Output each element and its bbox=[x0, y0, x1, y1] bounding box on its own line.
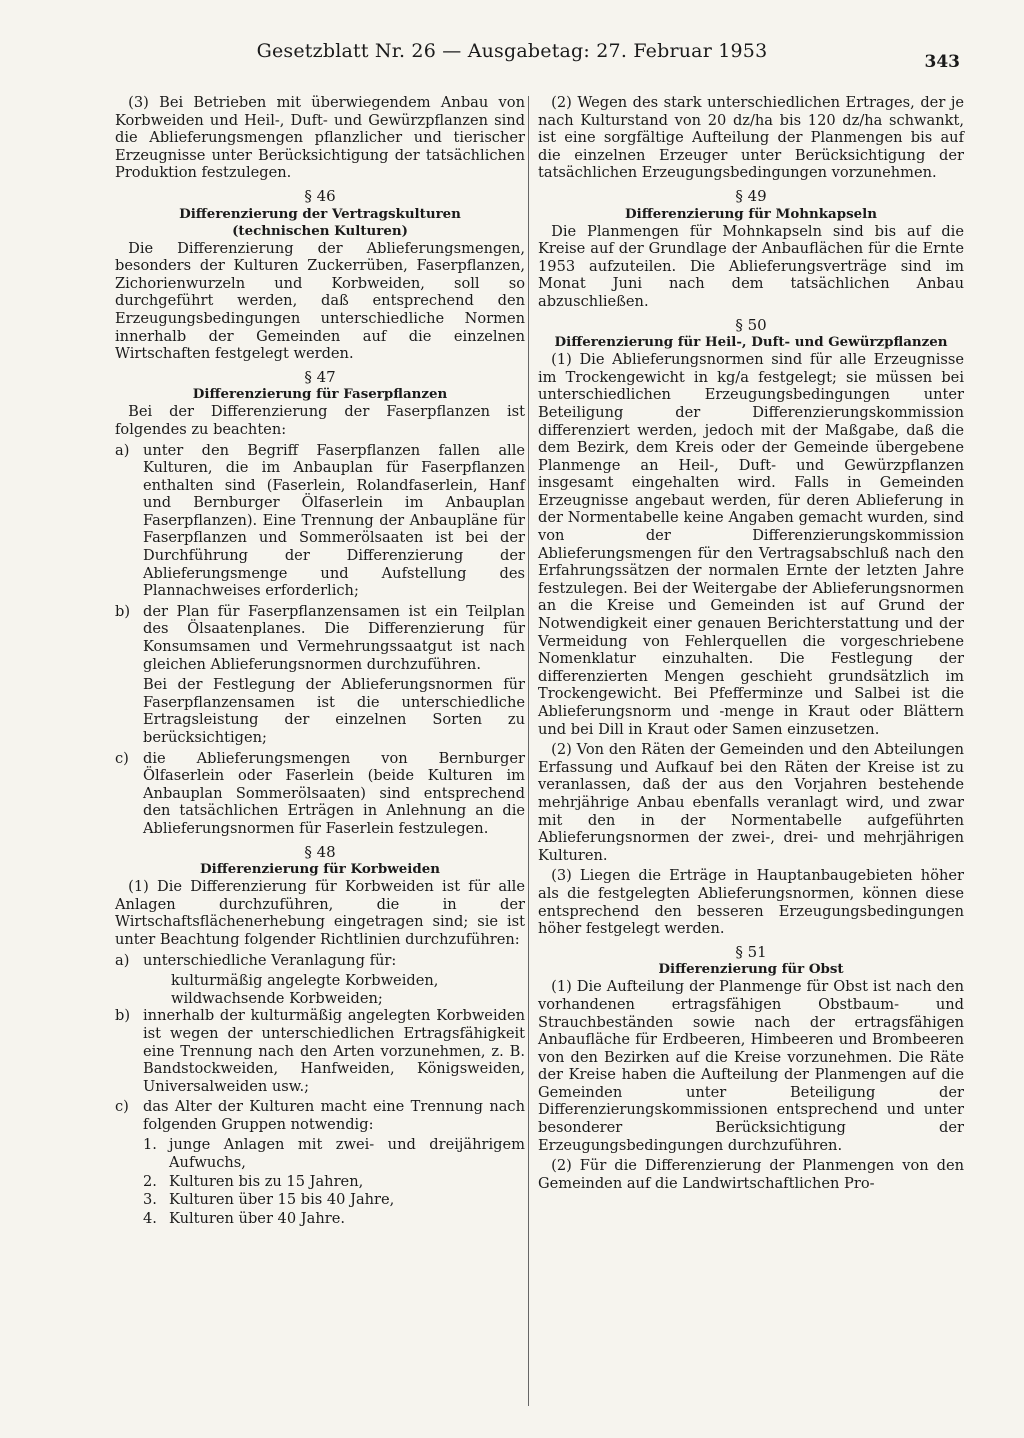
item-text: unterschiedliche Veranlagung für: bbox=[143, 951, 397, 969]
section-46-subheading: (technischen Kulturen) bbox=[232, 222, 408, 239]
section-48-number: § 48 bbox=[304, 842, 336, 861]
group-item bbox=[143, 1191, 525, 1209]
group-text: Kulturen über 15 bis 40 Jahre, bbox=[169, 1191, 395, 1209]
section-47-heading: Differenzierung für Faserpflanzen bbox=[192, 386, 448, 403]
gazette-title: Gesetzblatt Nr. 26 — Ausgabetag: 27. Februar 1953 bbox=[256, 40, 768, 62]
page-header bbox=[0, 32, 1024, 72]
section-46-number: § 46 bbox=[304, 186, 336, 205]
item-text: unter den Begriff Faserpflanzen fallen alle Kulturen, die im Anbauplan für Faserpflanzen enthalten sind (Faserlein, Rolandfaserlein, Hanf und Bernburger Ölfaserlein im Anbauplan Faserpflanzen). Eine Trennung der Anbaupläne für Faserpflanzen und Sommerölsaaten ist bei der Durchführung der Differenzierung der Ablieferungsmenge und Aufstellung des Plannachweises erforderlich; bbox=[143, 441, 525, 600]
section-49-heading: Differenzierung für Mohnkapseln bbox=[625, 205, 877, 222]
section-50-paragraph-2: (2) Von den Räten der Gemeinden und den Abteilungen Erfassung und Aufkauf bei den Räten der Kreise ist zu veranlassen, daß der aus den Vorjahren bestehende mehrjährige Anbau ebenfalls veranlagt wird, und zwar mit den in der Normentabelle aufgeführten Ablieferungsnormen der zwei-, drei- und mehrjährigen Kulturen. bbox=[538, 741, 964, 864]
section-47-number: § 47 bbox=[304, 367, 336, 386]
section-48-item-a-line-1: kulturmäßig angelegte Korbweiden, bbox=[171, 972, 439, 990]
item-label: a) bbox=[115, 441, 130, 459]
group-item bbox=[143, 1136, 525, 1171]
section-48-heading: Differenzierung für Korbweiden bbox=[200, 861, 440, 878]
group-label: 3. bbox=[143, 1191, 157, 1209]
item-text: die Ablieferungsmengen von Bernburger Ölfaserlein oder Faserlein (beide Kulturen im Anbauplan Sommerölsaaten) sind entsprechend den tatsächlichen Erträgen in Anlehnung an die Ablieferungsnormen für Faserlein festzulegen. bbox=[143, 749, 525, 837]
section-49-number: § 49 bbox=[735, 186, 767, 205]
item-text: der Plan für Faserpflanzensamen ist ein Teilplan des Ölsaatenplanes. Die Differenzierung für Konsumsamen und Vermehrungssaatgut ist nach gleichen Ablieferungsnormen durchzuführen. bbox=[143, 602, 525, 673]
group-label: 4. bbox=[143, 1209, 157, 1227]
group-item bbox=[143, 1173, 525, 1191]
section-48-item-a bbox=[115, 952, 525, 970]
item-label: c) bbox=[115, 1098, 129, 1116]
section-51-heading: Differenzierung für Obst bbox=[658, 961, 844, 978]
section-48-item-a-line-2: wildwachsende Korbweiden; bbox=[171, 989, 383, 1007]
section-46-text: Die Differenzierung der Ablieferungsmengen, besonders der Kulturen Zuckerrüben, Faserpflanzen, Zichorienwurzeln und Korbweiden, soll so durchgeführt werden, daß entsprechend den Erzeugungsbedingungen unterschiedliche Normen innerhalb der Gemeinden auf die einzelnen Wirtschaften festgelegt werden. bbox=[115, 239, 525, 363]
item-label: c) bbox=[115, 749, 129, 767]
section-47-item-c bbox=[115, 750, 525, 838]
section-47-item-b bbox=[115, 603, 525, 673]
section-47-item-a bbox=[115, 442, 525, 600]
group-label: 1. bbox=[143, 1136, 157, 1154]
item-label: b) bbox=[115, 602, 131, 620]
section-48-item-b bbox=[115, 1007, 525, 1095]
group-text: Kulturen über 40 Jahre. bbox=[169, 1209, 345, 1227]
section-51-number: § 51 bbox=[735, 942, 767, 961]
right-column bbox=[538, 94, 964, 1195]
section-51-paragraph-1: (1) Die Aufteilung der Planmenge für Obst ist nach den vorhandenen ertragsfähigen Obstbaum- und Strauchbeständen sowie nach der ertragsfähigen Anbaufläche für Erdbeeren, Himbeeren und Brombeeren von den Bezirken auf die Kreise vorzunehmen. Die Räte der Kreise haben die Aufteilung der Planmengen auf die Gemeinden unter Beteiligung der Differenzierungskommissionen entsprechend und unter besonderer Berücksichtigung der Erzeugungsbedingungen durchzuführen. bbox=[538, 978, 964, 1154]
section-50-paragraph-3: (3) Liegen die Erträge in Hauptanbaugebieten höher als die festgelegten Ablieferungsnormen, können diese entsprechend den besseren Erzeugungsbedingungen höher festgelegt werden. bbox=[538, 867, 964, 938]
item-label: a) bbox=[115, 951, 130, 969]
section-47-item-b-continuation: Bei der Festlegung der Ablieferungsnormen für Faserpflanzensamen ist die unterschiedliche Ertragsleistung der einzelnen Sorten zu berücksichtigen; bbox=[143, 676, 525, 746]
section-50-number: § 50 bbox=[735, 315, 767, 334]
group-text: Kulturen bis zu 15 Jahren, bbox=[169, 1172, 364, 1190]
paragraph-45-3: (3) Bei Betrieben mit überwiegendem Anbau von Korbweiden und Heil-, Duft- und Gewürzpflanzen sind die Ablieferungsmengen pflanzlicher und tierischer Erzeugnisse unter Berücksichtigung der tatsächlichen Produktion festzulegen. bbox=[115, 94, 525, 182]
section-49-text: Die Planmengen für Mohnkapseln sind bis auf die Kreise auf der Grundlage der Anbauflächen für die Ernte 1953 aufzuteilen. Die Ablieferungsverträge sind im Monat Juni nach dem tatsächlichen Anbau abzuschließen. bbox=[538, 222, 964, 310]
group-label: 2. bbox=[143, 1172, 157, 1190]
group-text: junge Anlagen mit zwei- und dreijährigem Aufwuchs, bbox=[169, 1136, 525, 1172]
item-text: innerhalb der kulturmäßig angelegten Korbweiden ist wegen der unterschiedlichen Ertragsfähigkeit eine Trennung nach den Arten vorzunehmen, z. B. Bandstockweiden, Hanfweiden, Königsweiden, Universalweiden usw.; bbox=[143, 1007, 525, 1095]
group-item bbox=[143, 1210, 525, 1228]
section-50-paragraph-1: (1) Die Ablieferungsnormen sind für alle Erzeugnisse im Trockengewicht in kg/a festgelegt; sie müssen bei unterschiedlichen Erzeugungsbedingungen unter Beteiligung der Differenzierungskommission differenziert werden, jedoch mit der Maßgabe, daß die dem Bezirk, dem Kreis oder der Gemeinde übergebene Planmenge an Heil-, Duft- und Gewürzpflanzen insgesamt eingehalten wird. Falls in Gemeinden Erzeugnisse angebaut werden, für deren Ablieferung in der Normentabelle keine Angaben gemacht wurden, sind von der Differenzierungskommission Ablieferungsmengen für den Vertragsabschluß nach den Erfahrungssätzen der normalen Ernte der letzten Jahre festzulegen. Bei der Weitergabe der Ablieferungsnormen an die Kreise und Gemeinden ist auf Grund der Notwendigkeit einer genauen Berichterstattung und der Vermeidung von Fehlerquellen die vorgeschriebene Nomenklatur einzuhalten. Die Festlegung der differenzierten Mengen geschieht grundsätzlich im Trockengewicht. Bei Pfefferminze und Salbei ist die Ablieferungsnorm und -menge in Kraut oder Blättern und bei Dill in Kraut oder Samen einzusetzen. bbox=[538, 351, 964, 738]
column-divider bbox=[528, 96, 529, 1406]
left-column bbox=[115, 94, 525, 1228]
section-47-intro: Bei der Differenzierung der Faserpflanzen ist folgendes zu beachten: bbox=[115, 403, 525, 438]
section-48-item-c bbox=[115, 1098, 525, 1133]
section-50-heading: Differenzierung für Heil-, Duft- und Gewürzpflanzen bbox=[554, 334, 948, 351]
section-48-paragraph-1: (1) Die Differenzierung für Korbweiden ist für alle Anlagen durchzuführen, die in der Wirtschaftsflächenerhebung eingetragen sind; sie ist unter Beachtung folgender Richtlinien durchzuführen: bbox=[115, 878, 525, 948]
section-51-paragraph-2: (2) Für die Differenzierung der Planmengen von den Gemeinden auf die Landwirtschaftlichen Pro- bbox=[538, 1157, 964, 1192]
section-48-paragraph-2: (2) Wegen des stark unterschiedlichen Ertrages, der je nach Kulturstand von 20 dz/ha bis 120 dz/ha schwankt, ist eine sorgfältige Aufteilung der Planmengen bis auf die einzelnen Erzeuger unter Berücksichtigung der tatsächlichen Erzeugungsbedingungen vorzunehmen. bbox=[538, 94, 964, 182]
page-number: 343 bbox=[924, 52, 960, 72]
item-text: das Alter der Kulturen macht eine Trennung nach folgenden Gruppen notwendig: bbox=[143, 1098, 525, 1133]
item-label: b) bbox=[115, 1007, 131, 1025]
section-46-heading: Differenzierung der Vertragskulturen bbox=[179, 205, 461, 222]
